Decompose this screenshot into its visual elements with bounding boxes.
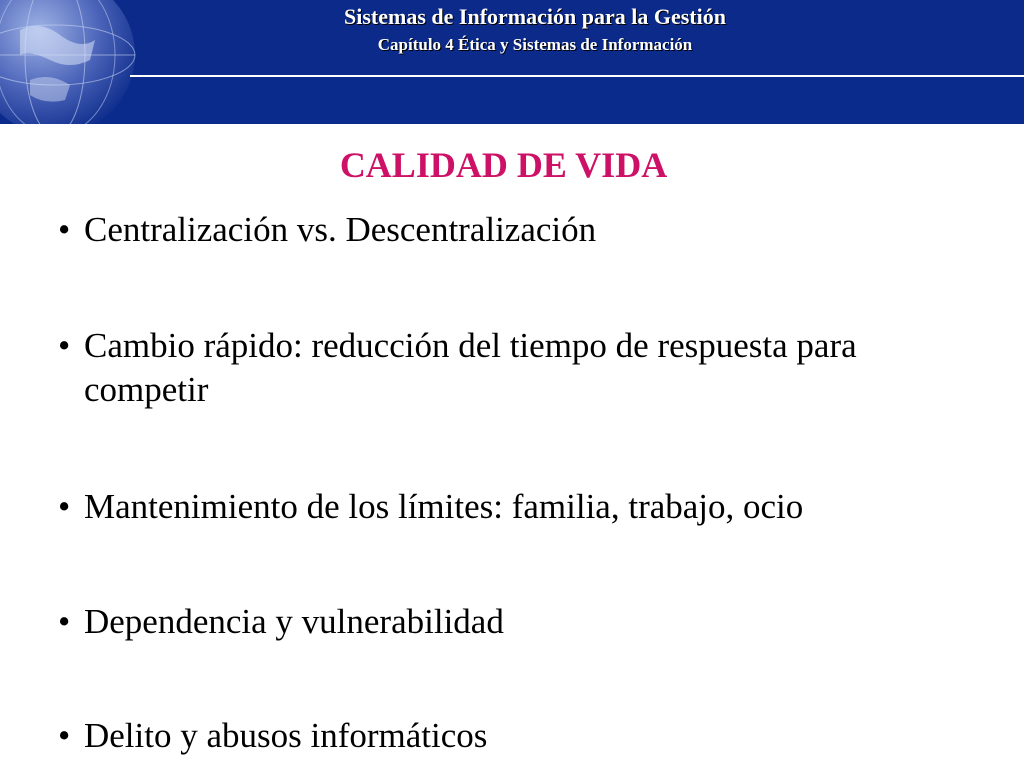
bullet-marker: •: [58, 326, 71, 365]
bullet-item: [58, 485, 988, 529]
bullet-marker: •: [58, 210, 71, 249]
bullet-item: [58, 600, 988, 644]
bullet-text: Dependencia y vulnerabilidad: [84, 602, 504, 641]
bullet-marker: •: [58, 716, 71, 755]
header-subtitle: Capítulo 4 Ética y Sistemas de Información: [377, 35, 693, 54]
bullet-marker: •: [58, 487, 71, 526]
slide-header: [0, 0, 1024, 124]
slide-title: CALIDAD DE VIDA: [339, 145, 668, 185]
bullet-text: Delito y abusos informáticos: [84, 716, 488, 755]
header-band: [0, 76, 1024, 124]
header-title: Sistemas de Información para la Gestión: [344, 4, 726, 29]
header-divider: [130, 75, 1024, 77]
bullet-text: Centralización vs. Descentralización: [84, 210, 597, 249]
bullet-text: Cambio rápido: reducción del tiempo de respuesta para competir: [84, 326, 857, 409]
bullet-item: [58, 208, 988, 252]
bullet-item: [58, 714, 988, 758]
bullet-item: [58, 324, 988, 412]
bullet-text: Mantenimiento de los límites: familia, trabajo, ocio: [84, 487, 804, 526]
bullet-marker: •: [58, 602, 71, 641]
